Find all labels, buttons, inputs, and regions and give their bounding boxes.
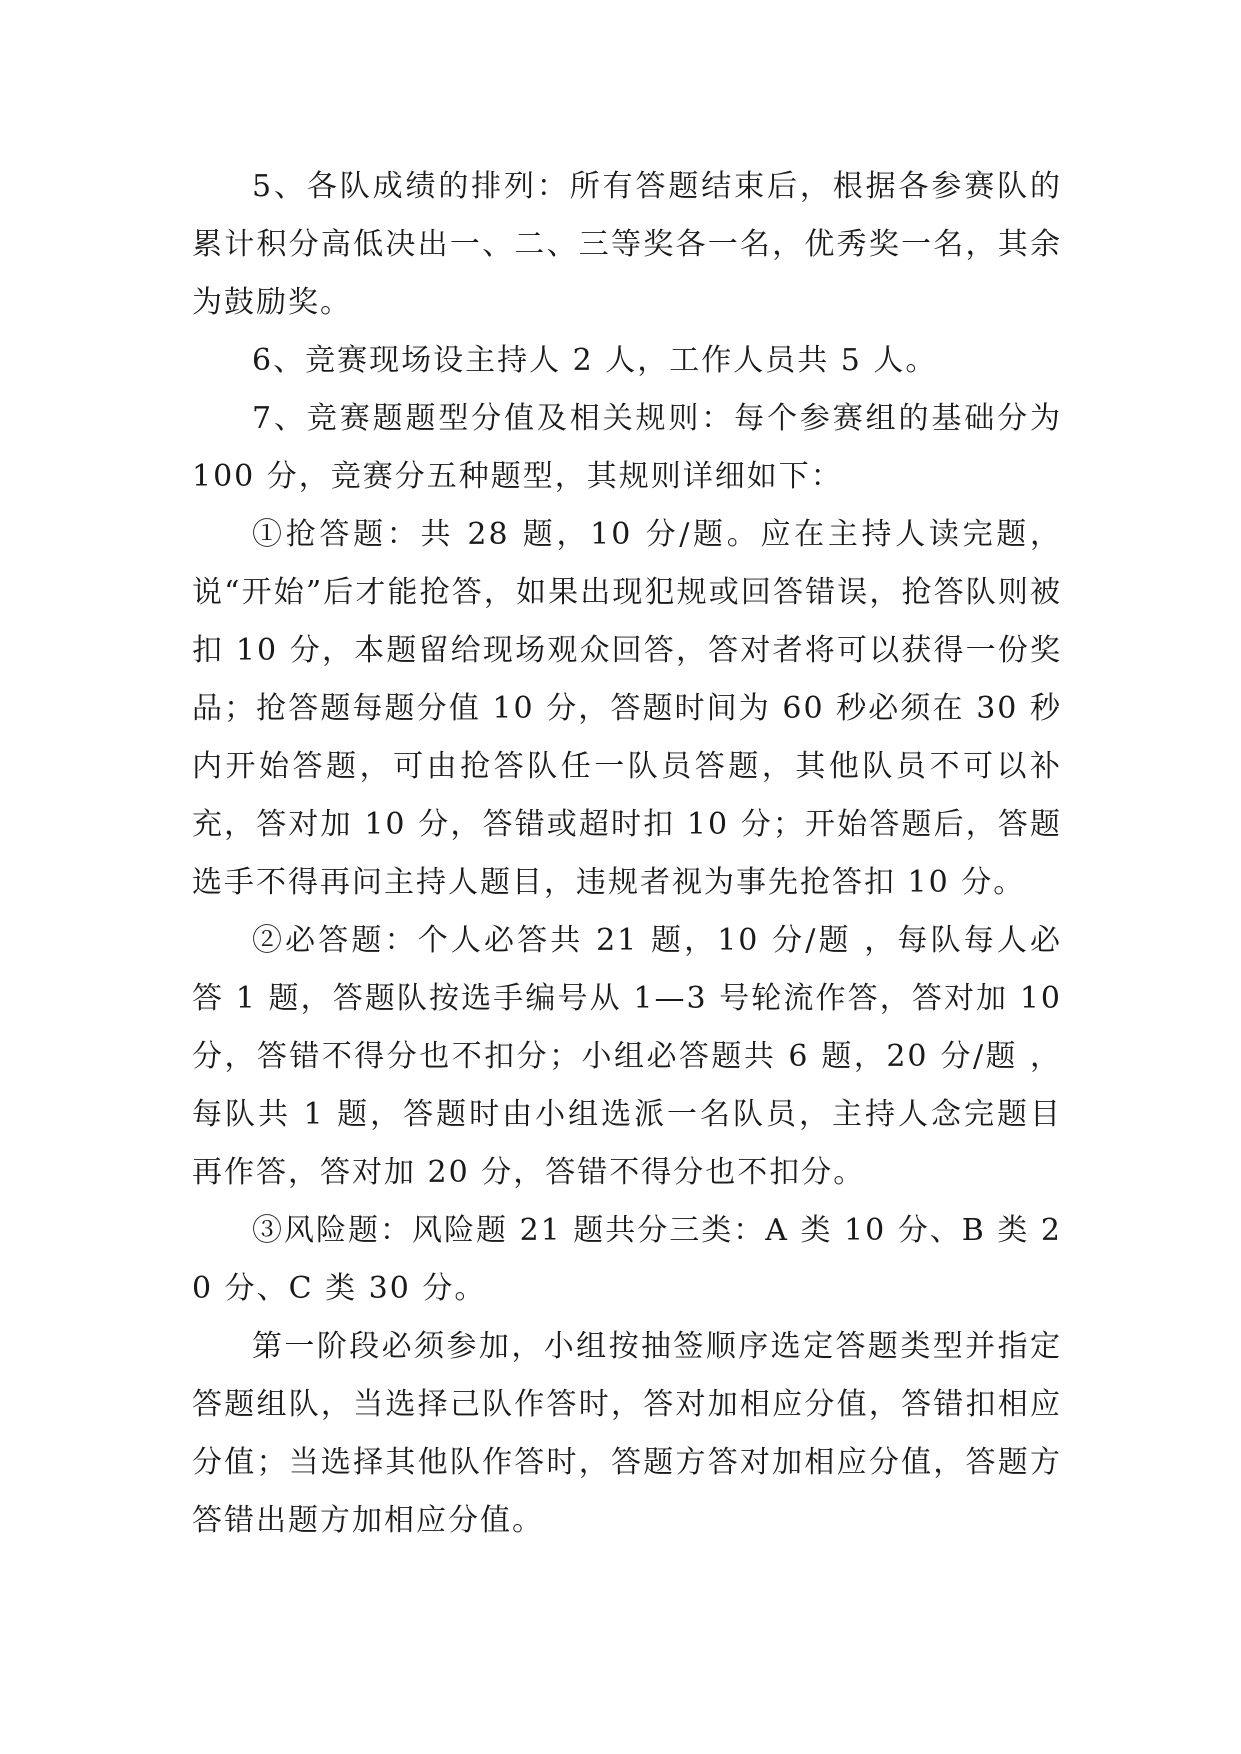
paragraph-quick-answer: ①抢答题：共 28 题，10 分/题。应在主持人读完题，说“开始”后才能抢答，如果出现犯规或回答错误，抢答队则被扣 10 分，本题留给现场观众回答，答对者将可以获得一份奖品；抢答题每题分值 10 分，答题时间为 60 秒必须在 30 秒内开始答题，可由抢答队任一队员答题，其他队员不可以补充，答对加 10 分，答错或超时扣 10 分；开始答题后，答题选手不得再问主持人题目，违规者视为事先抢答扣 10 分。 [192, 517, 1062, 900]
document-body [192, 158, 1062, 1550]
paragraph-risk-question: ③风险题：风险题 21 题共分三类：A 类 10 分、B 类 20 分、C 类 30 分。 [192, 1213, 1062, 1306]
paragraph-staff: 6、竞赛现场设主持人 2 人，工作人员共 5 人。 [252, 343, 938, 378]
paragraph-ranking: 5、各队成绩的排列：所有答题结束后，根据各参赛队的累计积分高低决出一、二、三等奖各一名，优秀奖一名，其余为鼓励奖。 [192, 169, 1062, 320]
paragraph-required-answer: ②必答题：个人必答共 21 题，10 分/题 ，每队每人必答 1 题，答题队按选手编号从 1—3 号轮流作答，答对加 10 分，答错不得分也不扣分；小组必答题共 6 题，20 分/题 ，每队共 1 题，答题时由小组选派一名队员，主持人念完题目再作答，答对加 20 分，答错不得分也不扣分。 [192, 923, 1062, 1190]
paragraph-question-types: 7、竞赛题题型分值及相关规则：每个参赛组的基础分为 100 分，竞赛分五种题型，其规则详细如下： [192, 401, 1062, 494]
paragraph-first-stage: 第一阶段必须参加，小组按抽签顺序选定答题类型并指定答题组队，当选择己队作答时，答对加相应分值，答错扣相应分值；当选择其他队作答时，答题方答对加相应分值，答题方答错出题方加相应分值。 [192, 1329, 1062, 1538]
